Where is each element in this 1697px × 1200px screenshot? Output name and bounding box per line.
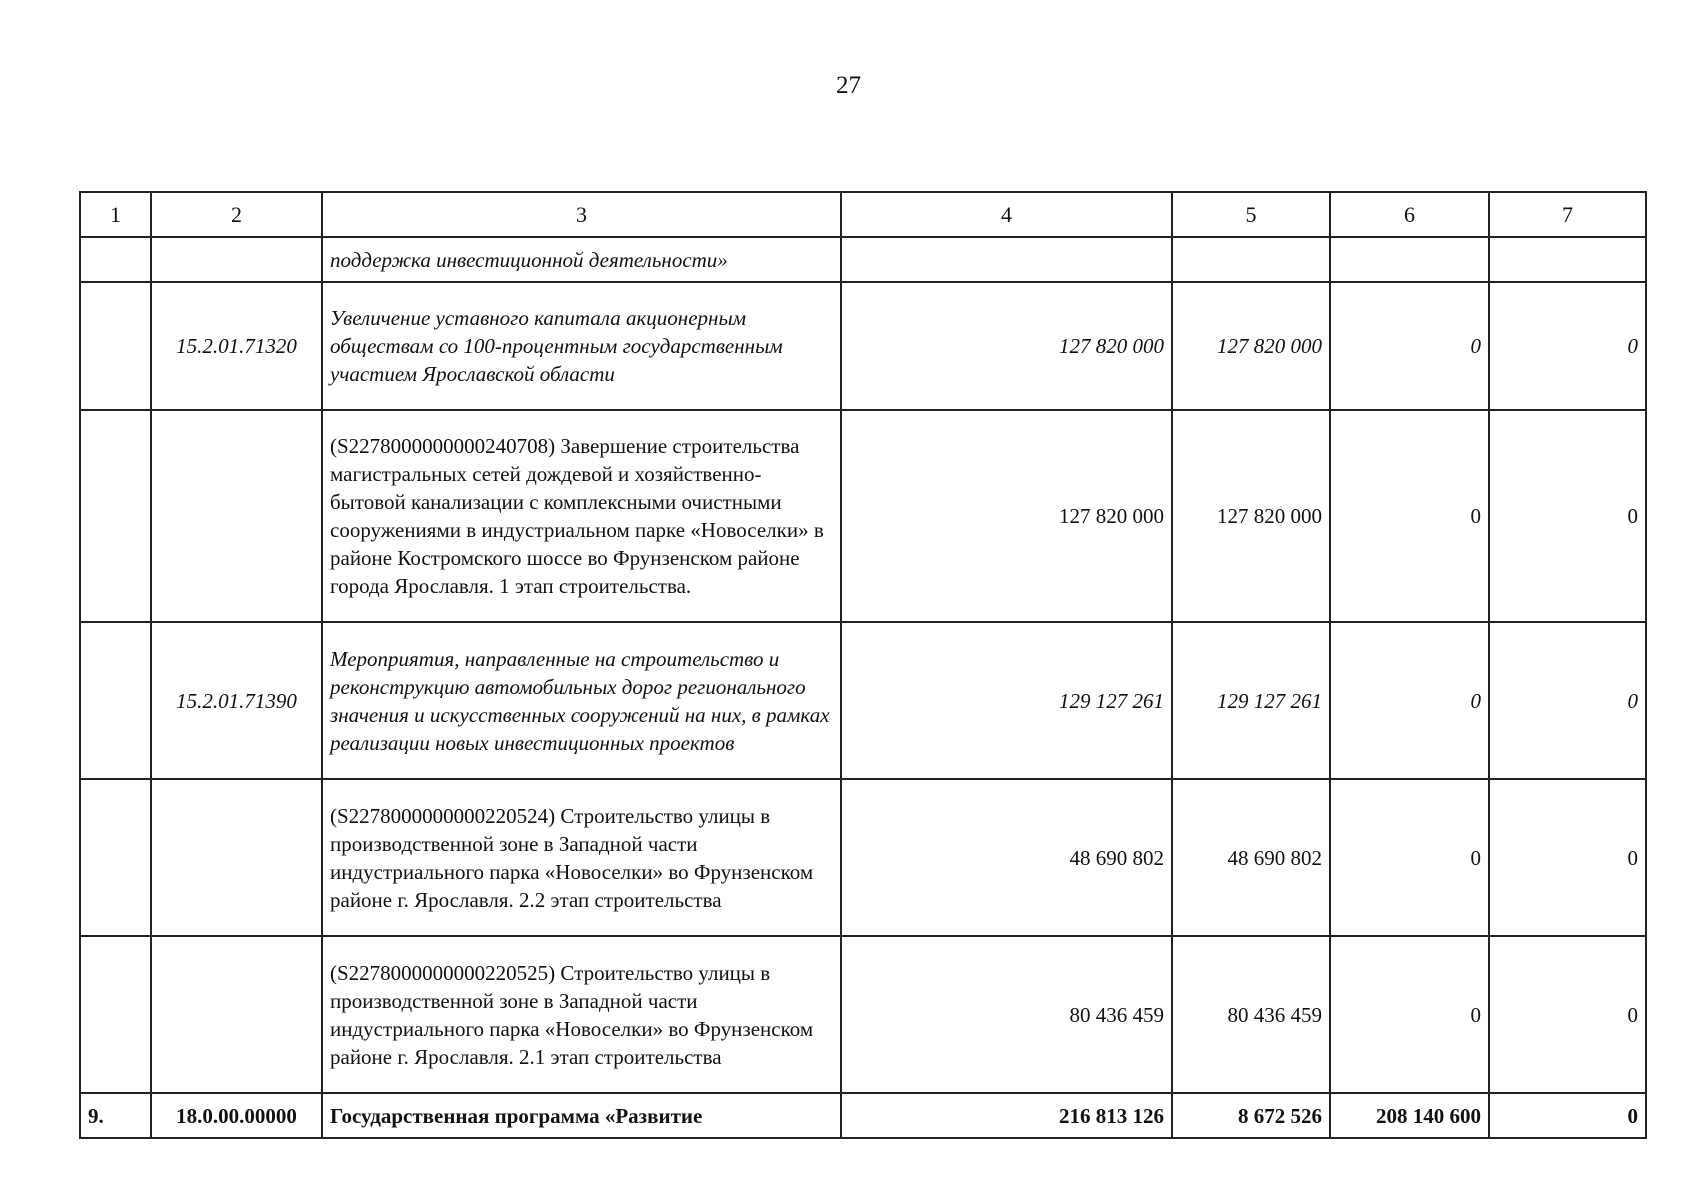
header-cell: 4 [841, 192, 1172, 237]
amount-cell: 0 [1489, 779, 1646, 936]
description-cell: поддержка инвестиционной деятельности» [322, 237, 841, 282]
header-cell: 2 [151, 192, 322, 237]
code-cell: 18.0.00.00000 [151, 1093, 322, 1138]
amount-cell: 127 820 000 [1172, 410, 1330, 622]
table-header-row [80, 192, 1646, 237]
description-cell: (S2278000000000240708) Завершение строительства магистральных сетей дождевой и хозяйственно-бытовой канализации с комплексными очистными сооружениями в индустриальном парке «Новоселки» в районе Костромского шоссе во Фрунзенском районе города Ярославля. 1 этап строительства. [322, 410, 841, 622]
amount-cell: 0 [1489, 936, 1646, 1093]
amount-cell [1330, 237, 1489, 282]
header-cell: 1 [80, 192, 151, 237]
amount-cell: 0 [1330, 936, 1489, 1093]
amount-cell: 0 [1330, 282, 1489, 410]
header-cell: 3 [322, 192, 841, 237]
header-cell: 7 [1489, 192, 1646, 237]
table-row [80, 936, 1646, 1093]
table-row [80, 779, 1646, 936]
code-cell [151, 779, 322, 936]
amount-cell: 0 [1489, 282, 1646, 410]
amount-cell [1489, 237, 1646, 282]
amount-cell: 0 [1330, 779, 1489, 936]
amount-cell: 48 690 802 [1172, 779, 1330, 936]
code-cell: 15.2.01.71390 [151, 622, 322, 779]
row-number-cell [80, 622, 151, 779]
page-number: 27 [836, 72, 861, 99]
description-cell: (S2278000000000220524) Строительство улицы в производственной зоне в Западной части индустриального парка «Новоселки» во Фрунзенском районе г. Ярославля. 2.2 этап строительства [322, 779, 841, 936]
description-cell: Увеличение уставного капитала акционерным обществам со 100-процентным государственным участием Ярославской области [322, 282, 841, 410]
amount-cell: 129 127 261 [841, 622, 1172, 779]
amount-cell: 127 820 000 [841, 410, 1172, 622]
amount-cell: 0 [1489, 622, 1646, 779]
amount-cell: 0 [1489, 1093, 1646, 1138]
code-cell [151, 237, 322, 282]
row-number-cell: 9. [80, 1093, 151, 1138]
amount-cell: 8 672 526 [1172, 1093, 1330, 1138]
amount-cell: 127 820 000 [1172, 282, 1330, 410]
amount-cell [1172, 237, 1330, 282]
row-number-cell [80, 282, 151, 410]
row-number-cell [80, 237, 151, 282]
table-row [80, 237, 1646, 282]
header-cell: 6 [1330, 192, 1489, 237]
description-cell: (S2278000000000220525) Строительство улицы в производственной зоне в Западной части индустриального парка «Новоселки» во Фрунзенском районе г. Ярославля. 2.1 этап строительства [322, 936, 841, 1093]
row-number-cell [80, 779, 151, 936]
amount-cell: 208 140 600 [1330, 1093, 1489, 1138]
budget-table [79, 191, 1647, 1139]
amount-cell: 129 127 261 [1172, 622, 1330, 779]
table-row [80, 1093, 1646, 1138]
amount-cell: 0 [1330, 410, 1489, 622]
table-row [80, 622, 1646, 779]
amount-cell: 48 690 802 [841, 779, 1172, 936]
amount-cell: 0 [1330, 622, 1489, 779]
amount-cell: 127 820 000 [841, 282, 1172, 410]
row-number-cell [80, 936, 151, 1093]
amount-cell: 0 [1489, 410, 1646, 622]
amount-cell: 80 436 459 [1172, 936, 1330, 1093]
code-cell [151, 936, 322, 1093]
amount-cell: 216 813 126 [841, 1093, 1172, 1138]
code-cell [151, 410, 322, 622]
description-cell: Мероприятия, направленные на строительство и реконструкцию автомобильных дорог регионального значения и искусственных сооружений на них, в рамках реализации новых инвестиционных проектов [322, 622, 841, 779]
amount-cell [841, 237, 1172, 282]
description-cell: Государственная программа «Развитие [322, 1093, 841, 1138]
table-row [80, 282, 1646, 410]
amount-cell: 80 436 459 [841, 936, 1172, 1093]
header-cell: 5 [1172, 192, 1330, 237]
code-cell: 15.2.01.71320 [151, 282, 322, 410]
table-row [80, 410, 1646, 622]
row-number-cell [80, 410, 151, 622]
